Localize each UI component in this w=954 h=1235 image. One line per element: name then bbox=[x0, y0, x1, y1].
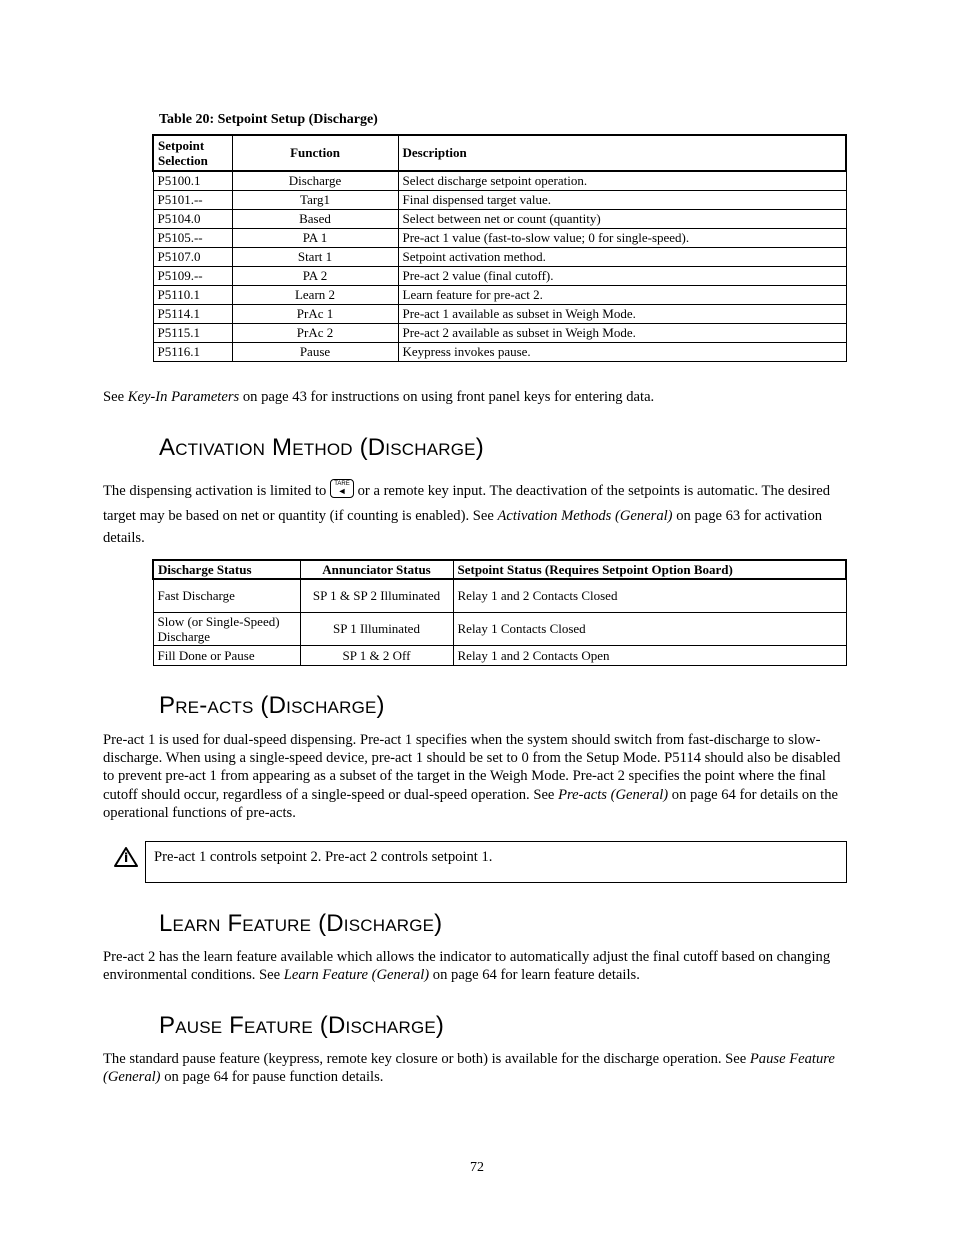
table-row bbox=[153, 324, 846, 343]
column-header: Discharge Status bbox=[153, 560, 300, 579]
table-cell: Based bbox=[232, 210, 398, 229]
table-cell: P5109.-- bbox=[153, 267, 232, 286]
column-header: Function bbox=[232, 135, 398, 171]
table-cell: PrAc 2 bbox=[232, 324, 398, 343]
table-row bbox=[153, 286, 846, 305]
column-header: Annunciator Status bbox=[300, 560, 453, 579]
table-cell: Select discharge setpoint operation. bbox=[398, 171, 846, 191]
tare-key-icon: TARE ◄ bbox=[330, 479, 354, 498]
table-cell: Final dispensed target value. bbox=[398, 191, 846, 210]
table-header-row bbox=[153, 135, 846, 171]
table-cell: PrAc 1 bbox=[232, 305, 398, 324]
table-cell: Learn feature for pre-act 2. bbox=[398, 286, 846, 305]
warning-icon bbox=[113, 846, 139, 868]
table-cell: Targ1 bbox=[232, 191, 398, 210]
table-row bbox=[153, 267, 846, 286]
table-cell: Setpoint activation method. bbox=[398, 248, 846, 267]
table-cell: Select between net or count (quantity) bbox=[398, 210, 846, 229]
table-cell: Pre-act 1 available as subset in Weigh Mode. bbox=[398, 305, 846, 324]
discharge-status-table bbox=[152, 559, 847, 666]
table-cell: SP 1 Illuminated bbox=[300, 612, 453, 645]
table-cell: P5101.-- bbox=[153, 191, 232, 210]
setpoint-setup-table bbox=[152, 134, 847, 362]
page-number: 72 bbox=[470, 1160, 484, 1175]
table-cell: SP 1 & SP 2 Illuminated bbox=[300, 579, 453, 612]
table-cell: Pre-act 1 value (fast-to-slow value; 0 for single-speed). bbox=[398, 229, 846, 248]
preacts-paragraph: Pre-act 1 is used for dual-speed dispensing. Pre-act 1 specifies when the system should switch from fast-discharge to slow-discharge. When using a single-speed device, pre-act 1 should be set to 0 from the Setup Mode. P5114 should also be disabled to prevent pre-act 1 from appearing as a subset of the target in the Weigh Mode. Pre-act 2 specifies the point where the final cutoff should occur, regardless of a single-speed or dual-speed operation. See Pre-acts (General) on page 64 for details on the operational functions of pre-acts. bbox=[103, 732, 841, 821]
column-header: Setpoint Selection bbox=[153, 135, 232, 171]
table-cell: P5105.-- bbox=[153, 229, 232, 248]
learn-paragraph: Pre-act 2 has the learn feature available which allows the indicator to automatically adjust the final cutoff based on changing environmental conditions. See Learn Feature (General) on page 64 for learn feature details. bbox=[103, 949, 831, 984]
table-cell: Pause bbox=[232, 343, 398, 362]
table-row bbox=[153, 191, 846, 210]
activation-heading: Activation Method (Discharge) bbox=[159, 434, 484, 461]
table-row bbox=[153, 248, 846, 267]
table-cell: Keypress invokes pause. bbox=[398, 343, 846, 362]
table-cell: Discharge bbox=[232, 171, 398, 191]
table-cell: SP 1 & 2 Off bbox=[300, 645, 453, 665]
table-caption: Table 20: Setpoint Setup (Discharge) bbox=[159, 112, 378, 127]
table-row bbox=[153, 210, 846, 229]
preacts-general-link: Pre-acts (General) bbox=[558, 786, 669, 803]
table-row bbox=[153, 645, 846, 665]
table-cell: Start 1 bbox=[232, 248, 398, 267]
table-cell: P5107.0 bbox=[153, 248, 232, 267]
table-cell: Slow (or Single-Speed) Discharge bbox=[153, 612, 300, 645]
table-cell: Relay 1 and 2 Contacts Open bbox=[453, 645, 846, 665]
key-in-reference: See Key-In Parameters on page 43 for instructions on using front panel keys for entering data. bbox=[103, 389, 655, 405]
note-box bbox=[145, 841, 847, 883]
table-cell: P5100.1 bbox=[153, 171, 232, 191]
table-cell: PA 2 bbox=[232, 267, 398, 286]
key-in-link: Key-In Parameters bbox=[127, 389, 240, 405]
table-row bbox=[153, 612, 846, 645]
table-cell: PA 1 bbox=[232, 229, 398, 248]
table-cell: P5114.1 bbox=[153, 305, 232, 324]
table-cell: P5115.1 bbox=[153, 324, 232, 343]
note-text: Pre-act 1 controls setpoint 2. Pre-act 2 controls setpoint 1. bbox=[154, 849, 493, 865]
table-cell: Relay 1 Contacts Closed bbox=[453, 612, 846, 645]
table-cell: Fast Discharge bbox=[153, 579, 300, 612]
preacts-heading: Pre-acts (Discharge) bbox=[159, 692, 385, 719]
table-row bbox=[153, 343, 846, 362]
table-cell: P5116.1 bbox=[153, 343, 232, 362]
column-header: Setpoint Status (Requires Setpoint Option Board) bbox=[453, 560, 846, 579]
table-cell: P5110.1 bbox=[153, 286, 232, 305]
learn-general-link: Learn Feature (General) bbox=[283, 967, 430, 984]
table-row bbox=[153, 305, 846, 324]
column-header: Description bbox=[398, 135, 846, 171]
activation-methods-link: Activation Methods (General) bbox=[497, 508, 673, 524]
table-row bbox=[153, 229, 846, 248]
table-row bbox=[153, 171, 846, 191]
pause-general-link: Pause Feature (General) bbox=[103, 1051, 835, 1086]
activation-paragraph: The dispensing activation is limited to TARE ◄ or a remote key input. The deactivation of the setpoints is automatic. The desired target may be based on net or quantity (if counting is enabled). See Activation Methods (General) on page 63 for activation details. bbox=[103, 481, 831, 546]
table-cell: Pre-act 2 value (final cutoff). bbox=[398, 267, 846, 286]
table-header-row bbox=[153, 560, 846, 579]
table-cell: P5104.0 bbox=[153, 210, 232, 229]
learn-heading: Learn Feature (Discharge) bbox=[159, 910, 443, 937]
table-cell: Relay 1 and 2 Contacts Closed bbox=[453, 579, 846, 612]
pause-paragraph: The standard pause feature (keypress, remote key closure or both) is available for the discharge operation. See Pause Feature (General) on page 64 for pause function details. bbox=[103, 1051, 835, 1086]
table-cell: Pre-act 2 available as subset in Weigh Mode. bbox=[398, 324, 846, 343]
table-cell: Fill Done or Pause bbox=[153, 645, 300, 665]
table-row bbox=[153, 579, 846, 612]
pause-heading: Pause Feature (Discharge) bbox=[159, 1012, 445, 1039]
table-cell: Learn 2 bbox=[232, 286, 398, 305]
